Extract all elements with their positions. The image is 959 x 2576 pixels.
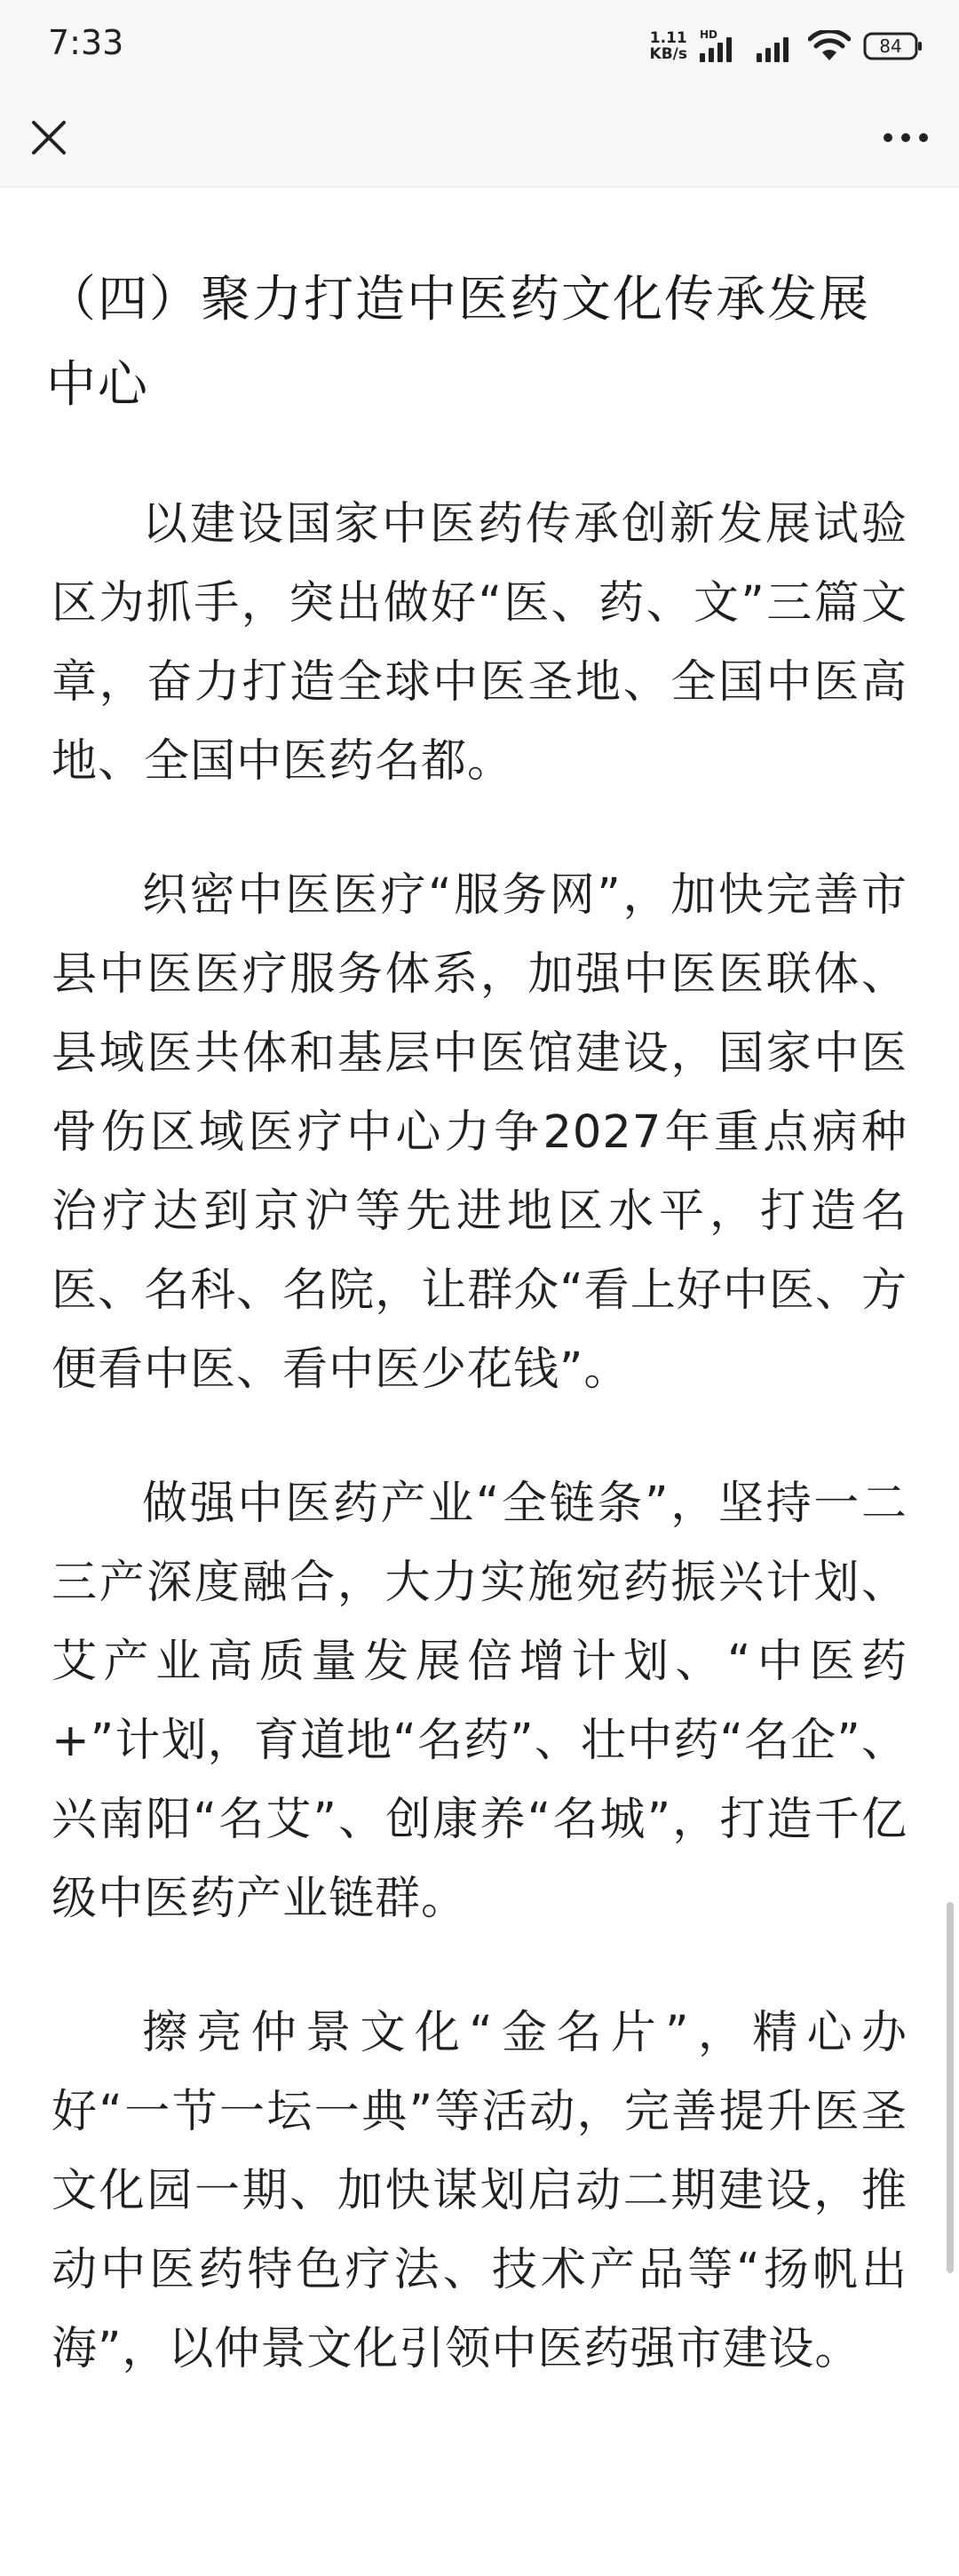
signal-icon: [700, 28, 744, 64]
signal-icon-2: [757, 28, 796, 64]
article-paragraph-3: 做强中医药产业“全链条”，坚持一二三产深度融合，大力实施宛药振兴计划、艾产业高质量发展倍增计划、“中医药+”计划，育道地“名药”、壮中药“名企”、兴南阳“名艾”、创康养“名城”，打造千亿级中医药产业链群。: [52, 1478, 907, 1925]
battery-icon: [863, 32, 923, 60]
scrollbar-thumb[interactable]: [947, 1902, 954, 2273]
network-speed-unit: KB/s: [649, 45, 687, 63]
nav-bar: [0, 89, 959, 187]
article-paragraph-2: 织密中医医疗“服务网”，加快完善市县中医医疗服务体系，加强中医医联体、县域医共体和基层中医馆建设，国家中医骨伤区域医疗中心力争2027年重点病种治疗达到京沪等先进地区水平，打造名医、名科、名院，让群众“看上好中医、方便看中医、看中医少花钱”。: [52, 869, 907, 1396]
article-content: [46, 258, 907, 2389]
close-icon[interactable]: [27, 115, 71, 160]
status-icons: [650, 27, 923, 66]
article-paragraph-1: 以建设国家中医药传承创新发展试验区为抓手，突出做好“医、药、文”三篇文章，奋力打造全球中医圣地、全国中医高地、全国中医药名都。: [52, 498, 907, 788]
article-heading: （四）聚力打造中医药文化传承发展中心: [46, 271, 870, 414]
more-icon[interactable]: [879, 115, 932, 160]
status-bar: [0, 0, 959, 89]
hd-label: HD: [700, 28, 718, 41]
network-speed-value: 1.11: [649, 29, 687, 47]
network-speed: [650, 30, 687, 62]
wifi-icon: [808, 30, 851, 62]
article-paragraph-4: 擦亮仲景文化“金名片”，精心办好“一节一坛一典”等活动，完善提升医圣文化园一期、加快谋划启动二期建设，推动中医药特色疗法、技术产品等“扬帆出海”，以仲景文化引领中医药强市建设。: [52, 2007, 907, 2375]
battery-level: 84: [879, 36, 902, 57]
status-time: 7:33: [48, 23, 124, 62]
